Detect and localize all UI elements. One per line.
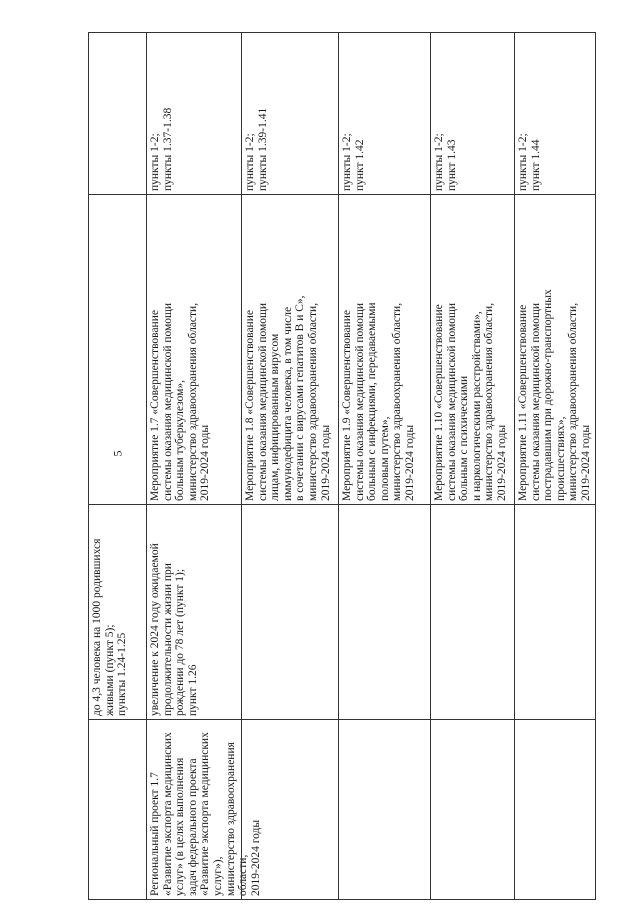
table-cell-target-indicator: увеличение к 2024 году ожидаемой продолжительности жизни при рождении до 78 лет (пункт 1); пункт 1.26 — [146, 505, 241, 720]
table-cell-indicator-refs: пункты 1-2; пункт 1.42 — [338, 32, 430, 195]
table-row — [430, 32, 514, 900]
table-cell-measure: Мероприятие 1.8 «Совершенствование системы оказания медицинской помощи лицам, инфицированным вирусом иммунодефицита человека, в том числе в сочетании с вирусами гепатитов B и C», министерство здравоохранения области, 2019-2024 годы — [241, 195, 338, 505]
table-cell-regional-project: Региональный проект 1.7 «Развитие экспорта медицинских услуг» (в целях выполнения задач федерального проекта «Развитие экспорта медицинских услуг»), министерство здравоохранения области, 2019-2024 годы — [146, 720, 241, 900]
table-cell-measure: Мероприятие 1.10 «Совершенствование системы оказания медицинской помощи больным с психическими и наркологическими расстройствами», министерство здравоохранения области, 2019-2024 годы — [430, 195, 514, 505]
measures-table — [88, 32, 636, 900]
table-cell-indicator-refs — [88, 32, 146, 195]
table-cell-regional-project — [514, 720, 596, 900]
table-cell-target-indicator — [430, 505, 514, 720]
table-cell-regional-project — [338, 720, 430, 900]
table-cell-indicator-refs: пункты 1-2; пункты 1.37-1.38 — [146, 32, 241, 195]
table-cell-measure: Мероприятие 1.7 «Совершенствование системы оказания медицинской помощи больным туберкулезом», министерство здравоохранения области, 2019-2024 годы — [146, 195, 241, 505]
table-cell-indicator-refs: пункты 1-2; пункты 1.39-1.41 — [241, 32, 338, 195]
table-cell-indicator-refs: пункты 1-2; пункт 1.44 — [514, 32, 596, 195]
table-cell-measure — [88, 195, 146, 505]
table-row — [88, 32, 146, 900]
table-cell-target-indicator — [514, 505, 596, 720]
rotated-page-content — [88, 32, 636, 900]
page-number: 5 — [110, 450, 125, 457]
table-cell-target-indicator — [241, 505, 338, 720]
table-cell-indicator-refs: пункты 1-2; пункт 1.43 — [430, 32, 514, 195]
table-row — [241, 32, 338, 900]
table-cell-regional-project — [241, 720, 338, 900]
table-row — [514, 32, 596, 900]
table-cell-measure: Мероприятие 1.11 «Совершенствование системы оказания медицинской помощи пострадавшим при дорожно-транспортных происшествиях», министерство здравоохранения области, 2019-2024 годы — [514, 195, 596, 505]
table-cell-target-indicator: до 4,3 человека на 1000 родившихся живыми (пункт 5); пункты 1.24-1.25 — [88, 505, 146, 720]
table-cell-target-indicator — [338, 505, 430, 720]
table-cell-regional-project — [88, 720, 146, 900]
table-cell-regional-project — [430, 720, 514, 900]
table-cell-measure: Мероприятие 1.9 «Совершенствование системы оказания медицинской помощи больным с инфекциями, передаваемыми половым путем», министерство здравоохранения области, 2019-2024 годы — [338, 195, 430, 505]
table-row — [338, 32, 430, 900]
